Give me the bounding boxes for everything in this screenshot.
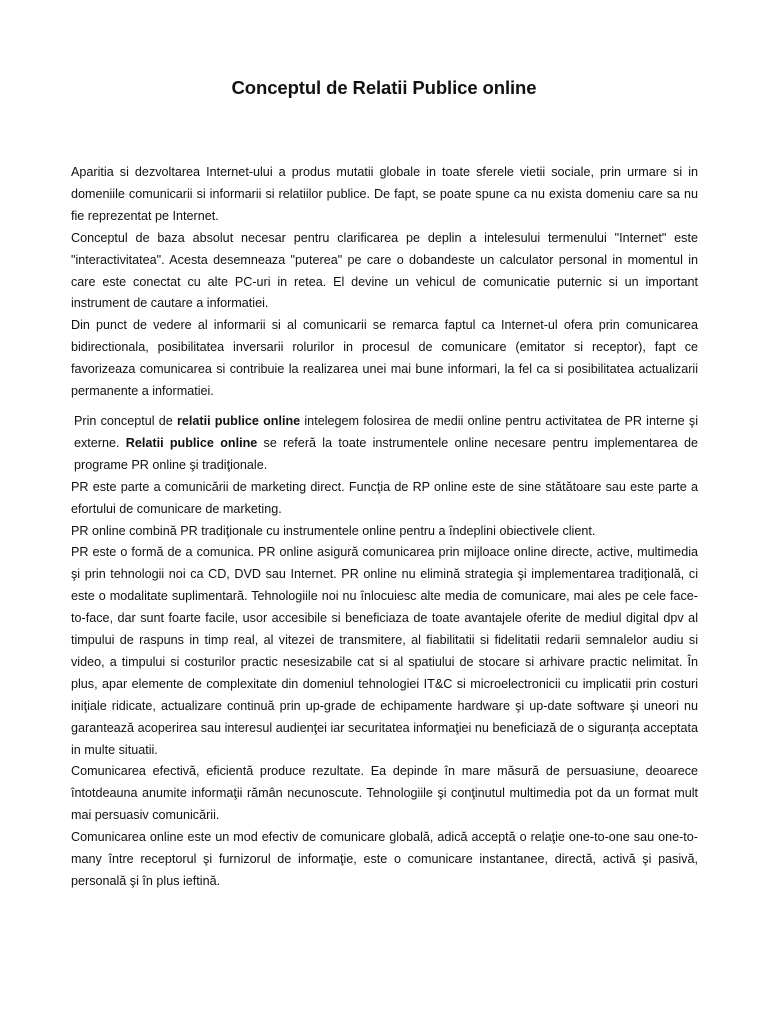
paragraph-pr-combination: PR online combină PR tradiţionale cu instrumentele online pentru a îndeplini obiectivele client. — [71, 523, 596, 538]
paragraph-bidirectional: Din punct de vedere al informarii si al comunicarii se remarca faptul ca Internet-ul ofera prin comunicarea bidirectionala, posibilitatea inversarii rolurilor in procesul de comunicare (emitator si receptor), fapt ce favorizeaza comunicarea si contribuie la realizarea unei mai bune informari, la fel ca si posibilitatea actualizarii permanente a informatiei. — [71, 318, 698, 399]
paragraph-pr-online-concept — [71, 411, 698, 477]
bold-term: Relatii publice online — [125, 435, 258, 450]
paragraph-interactivity: Conceptul de baza absolut necesar pentru clarificarea pe deplin a intelesului termenului "Internet" este "interactivitatea". Acesta desemneaza "puterea" pe care o dobandeste un calculator personal in momentul in care este conectat cu alte PC-uri in retea. El devine un vehicul de comunicatie puternic si un important instrument de cautare a informatiei. — [71, 230, 698, 311]
text-segment: intelegem folosirea de medii online pentru activitatea de PR interne şi externe. — [74, 413, 698, 450]
bold-term: relatii publice online — [176, 413, 301, 428]
document-body — [71, 162, 698, 893]
paragraph-internet-intro: Aparitia si dezvoltarea Internet-ului a produs mutatii globale in toate sferele vietii sociale, prin urmare si in domeniile comunicarii si informarii si relatiilor publice. De fapt, se poate spune ca nu exista domeniu care sa nu fie reprezentat pe Internet. — [71, 165, 698, 223]
text-segment: se referă la toate instrumentele online necesare pentru implementarea de programe PR online şi tradiţionale. — [74, 435, 698, 472]
text-segment: Prin conceptul de — [74, 413, 177, 428]
page-title: Conceptul de Relatii Publice online — [231, 77, 537, 98]
paragraph-online-communication: Comunicarea online este un mod efectiv de comunicare globală, adică acceptă o relaţie one-to-one sau one-to-many între receptorul şi furnizorul de informaţie, este o comunicare instantanee, directă, activă şi pasivă, personală şi în plus ieftină. — [71, 830, 698, 888]
paragraph-pr-communication: PR este o formă de a comunica. PR online asigură comunicarea prin mijloace online directe, active, multimedia şi prin tehnologii noi ca CD, DVD sau Internet. PR online nu elimină strategia şi implementarea tradiţională, ci este o modalitate suplimentară. Tehnologiile noi nu înlocuiesc alte media de comunicare, mai ales pe cele face-to-face, dar sunt foarte facile, usor accesibile si beneficiaza de toate avantajele oferite de mediul digital dpv al timpului de raspuns in timp real, al vitezei de transmitere, al fiabilitatii si fidelitatii redarii semnalelor audiu si video, a timpului si costurilor practic nesesizabile cat si al spatiului de stocare si arhivare practic nelimitat. În plus, apar elemente de complexitate din domeniul tehnologiei IT&C si microelectronicii cu implicatii prin costuri iniţiale ridicate, actualizare continuă prin up-grade de echipamente hardware şi up-date software şi uneori nu garantează acoperirea sau interesul audienţei iar securitatea informaţiei nu beneficiază de o siguranța acceptata in multe situatii. — [71, 545, 698, 757]
paragraph-pr-marketing: PR este parte a comunicării de marketing direct. Funcţia de RP online este de sine stătătoare sau este parte a efortului de comunicare de marketing. — [71, 479, 698, 516]
paragraph-effective-communication: Comunicarea efectivă, eficientă produce rezultate. Ea depinde în mare măsură de persuasiune, deoarece întotdeauna anumite informaţii rămân necunoscute. Tehnologiile şi conţinutul multimedia pot da un format mult mai persuasiv comunicării. — [71, 764, 698, 823]
